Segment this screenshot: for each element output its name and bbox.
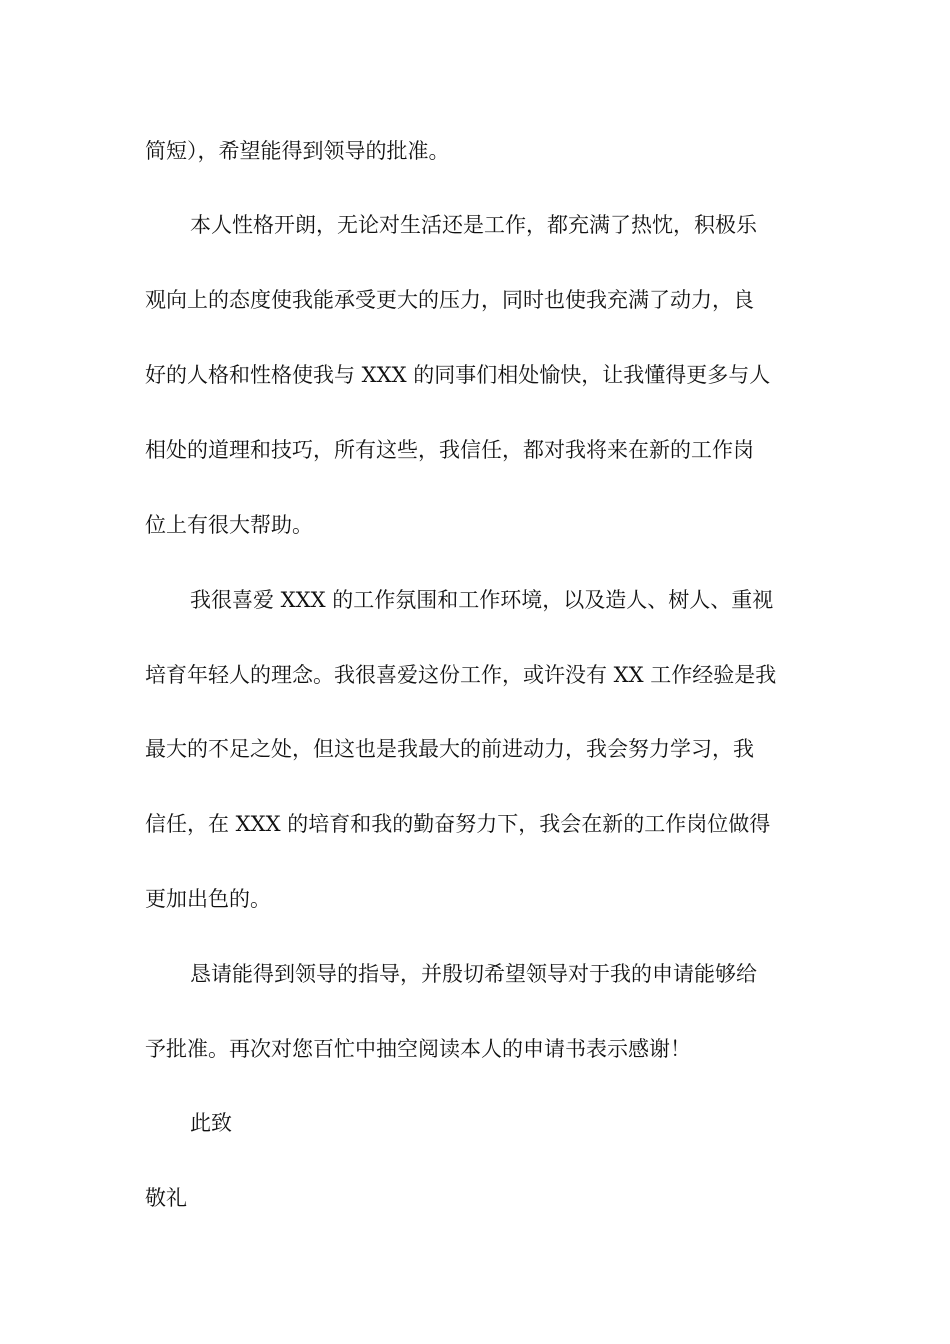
text-line: 更加出色的。: [145, 887, 271, 911]
text-line: 培育年轻人的理念。我很喜爱这份工作，或许没有 XX 工作经验是我: [145, 663, 777, 687]
text-line: 信任，在 XXX 的培育和我的勤奋努力下，我会在新的工作岗位做得: [145, 812, 771, 836]
closing-regards: 敬礼: [145, 1186, 187, 1210]
text-line: 观向上的态度使我能承受更大的压力，同时也使我充满了动力，良: [145, 288, 754, 312]
text-line: 予批准。再次对您百忙中抽空阅读本人的申请书表示感谢！: [145, 1037, 691, 1061]
text-line: 相处的道理和技巧，所有这些，我信任，都对我将来在新的工作岗: [145, 438, 754, 462]
text-line: 我很喜爱 XXX 的工作氛围和工作环境，以及造人、树人、重视: [190, 588, 774, 612]
text-line: 最大的不足之处，但这也是我最大的前进动力，我会努力学习，我: [145, 737, 754, 761]
text-line: 位上有很大帮助。: [145, 513, 313, 537]
text-line: 本人性格开朗，无论对生活还是工作，都充满了热忱，积极乐: [190, 213, 757, 237]
text-line: 恳请能得到领导的指导，并殷切希望领导对于我的申请能够给: [190, 962, 757, 986]
text-line: 好的人格和性格使我与 XXX 的同事们相处愉快，让我懂得更多与人: [145, 363, 771, 387]
text-line: 简短），希望能得到领导的批准。: [145, 139, 450, 163]
closing-salutation: 此致: [190, 1111, 232, 1135]
